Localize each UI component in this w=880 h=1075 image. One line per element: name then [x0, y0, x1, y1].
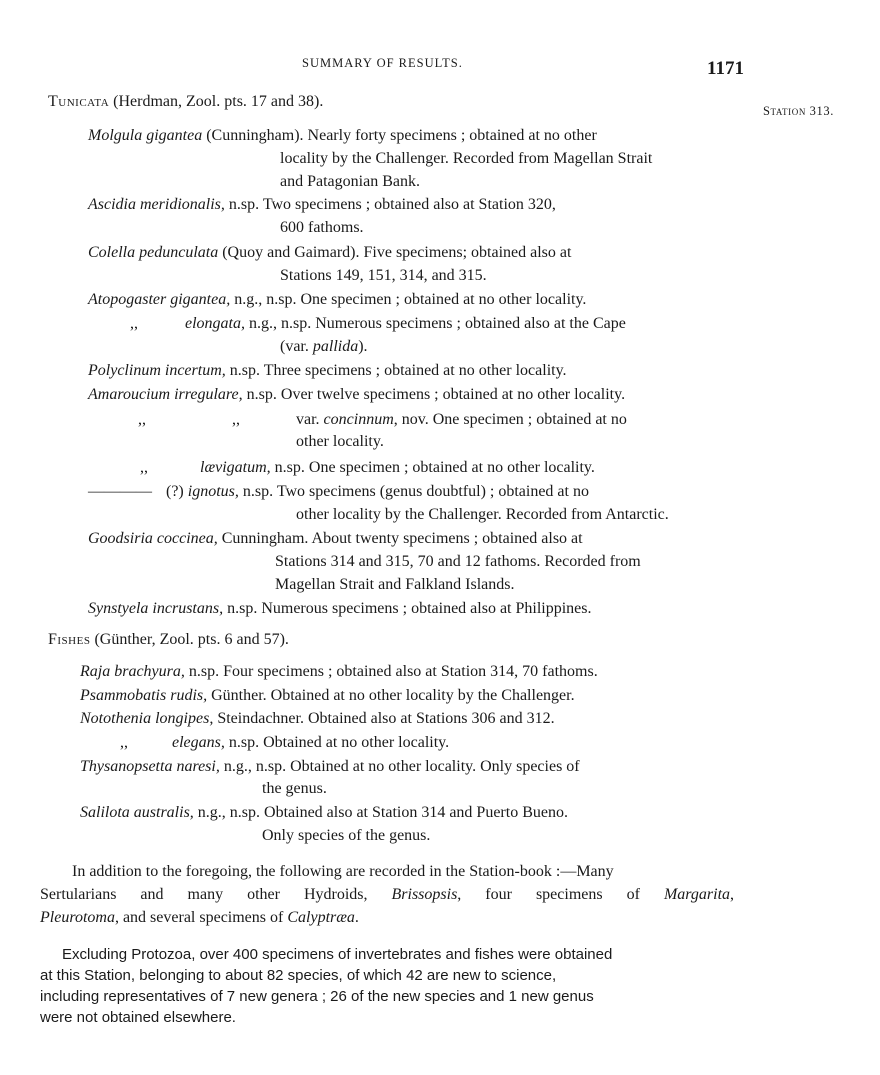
species-detail: n.sp. Numerous specimens ; obtained also at Philippines. [223, 600, 592, 617]
species-name: Raja brachyura, [80, 663, 185, 680]
species-detail: (Cunningham). Nearly forty specimens ; obtained at no other [202, 127, 597, 144]
species-detail: Günther. Obtained at no other locality by the Challenger. [207, 687, 575, 704]
species-name: Psammobatis rudis, [80, 687, 208, 704]
species-detail: n.sp. Two specimens ; obtained also at Station 320, [224, 196, 556, 213]
genus-name: Brissopsis [391, 886, 458, 903]
margin-station-note: Station 313. [763, 104, 834, 118]
species-name: Colella pedunculata [88, 244, 219, 261]
variety-detail: , nov. One specimen ; obtained at no [393, 411, 627, 428]
page-number: 1171 [707, 58, 744, 79]
species-detail: n.sp. Over twelve specimens ; obtained at no other locality. [242, 386, 626, 403]
species-name: Atopogaster gigantea, [88, 291, 231, 308]
summary-line: at this Station, belonging to about 82 species, of which 42 are new to science, [40, 967, 557, 984]
dash-mark: ———— [88, 483, 152, 500]
species-name: Thysanopsetta naresi, [80, 758, 220, 775]
species-name: Amaroucium irregulare, [88, 386, 243, 403]
fishes-group-name: Fishes [48, 631, 91, 648]
species-detail: n.g., n.sp. Obtained at no other locality. Only species of [219, 758, 580, 775]
species-entry [88, 361, 567, 381]
variety-name: pallida [312, 338, 359, 355]
species-entry [185, 314, 626, 334]
entry-continuation: other locality. [296, 433, 384, 450]
species-detail: n.sp. Obtained at no other locality. [224, 734, 450, 751]
summary-line: were not obtained elsewhere. [40, 1009, 236, 1026]
species-name: ignotus, [187, 483, 239, 500]
tunicata-group-name: Tunicata [48, 93, 110, 110]
ditto-mark: ,, [120, 734, 128, 751]
entry-continuation: the genus. [262, 780, 327, 797]
addition-text: , and several specimens of [114, 909, 288, 926]
species-name: Ascidia meridionalis, [88, 196, 225, 213]
species-detail: n.sp. Three specimens ; obtained at no other locality. [225, 362, 567, 379]
addition-text: , four specimens of [457, 886, 664, 903]
species-name: Molgula gigantea [88, 127, 203, 144]
addition-paragraph-line: In addition to the foregoing, the following are recorded in the Station-book :—Many [72, 863, 614, 880]
addition-paragraph-line [40, 885, 734, 905]
species-detail: n.g., n.sp. One specimen ; obtained at no other locality. [230, 291, 587, 308]
addition-text: . [354, 909, 359, 926]
variety-prefix: (var. [280, 338, 313, 355]
addition-paragraph-line [40, 908, 359, 928]
species-detail: n.g., n.sp. Numerous specimens ; obtained also at the Cape [245, 315, 626, 332]
species-entry [88, 126, 597, 146]
species-detail: n.g., n.sp. Obtained also at Station 314 and Puerto Bueno. [193, 804, 568, 821]
fishes-reference: (Günther, Zool. pts. 6 and 57). [90, 631, 289, 648]
genus-name: Pleurotoma [40, 909, 115, 926]
species-entry [80, 757, 580, 777]
species-name: Synstyela incrustans, [88, 600, 224, 617]
species-entry [166, 482, 589, 502]
entry-continuation: locality by the Challenger. Recorded from Magellan Strait [280, 150, 653, 167]
species-entry [80, 686, 575, 706]
variety-suffix: ). [358, 338, 368, 355]
entry-continuation: and Patagonian Bank. [280, 173, 420, 190]
fishes-heading [48, 630, 289, 650]
entry-continuation [280, 337, 368, 357]
species-detail: n.sp. Two specimens (genus doubtful) ; obtained at no [238, 483, 589, 500]
species-entry [88, 385, 625, 405]
species-name: elegans, [172, 734, 225, 751]
species-entry [80, 803, 568, 823]
species-detail: n.sp. One specimen ; obtained at no other locality. [270, 459, 595, 476]
uncertain-mark: (?) [166, 483, 188, 500]
ditto-mark: ,, [138, 411, 146, 428]
species-entry [200, 458, 595, 478]
entry-continuation: other locality by the Challenger. Recorded from Antarctic. [296, 506, 669, 523]
variety-entry [296, 410, 627, 430]
species-entry [88, 529, 583, 549]
species-detail: Cunningham. About twenty specimens ; obtained also at [217, 530, 583, 547]
genus-name: Calyptræa [287, 909, 355, 926]
running-title: SUMMARY OF RESULTS. [302, 56, 463, 70]
species-name: Notothenia longipes, [80, 710, 214, 727]
species-entry [88, 243, 571, 263]
entry-continuation: Stations 314 and 315, 70 and 12 fathoms. Recorded from [275, 553, 641, 570]
entry-continuation: Only species of the genus. [262, 827, 431, 844]
species-name: Polyclinum incertum, [88, 362, 226, 379]
species-entry [80, 662, 598, 682]
species-name: lævigatum, [200, 459, 271, 476]
species-detail: (Quoy and Gaimard). Five specimens; obtained also at [218, 244, 572, 261]
species-entry [88, 290, 586, 310]
entry-continuation: 600 fathoms. [280, 219, 364, 236]
species-entry [88, 195, 556, 215]
species-detail: n.sp. Four specimens ; obtained also at Station 314, 70 fathoms. [184, 663, 598, 680]
ditto-mark: ,, [232, 411, 240, 428]
species-name: Salilota australis, [80, 804, 194, 821]
addition-text: Sertularians and many other Hydroids, [40, 886, 392, 903]
entry-continuation: Magellan Strait and Falkland Islands. [275, 576, 515, 593]
variety-name: concinnum [323, 411, 394, 428]
ditto-mark: ,, [140, 459, 148, 476]
ditto-mark: ,, [130, 315, 138, 332]
addition-text: , [730, 886, 735, 903]
genus-name: Margarita [663, 886, 731, 903]
tunicata-reference: (Herdman, Zool. pts. 17 and 38). [109, 93, 324, 110]
species-entry [80, 709, 555, 729]
tunicata-heading [48, 92, 323, 112]
summary-line: Excluding Protozoa, over 400 specimens of invertebrates and fishes were obtained [62, 946, 613, 963]
entry-continuation: Stations 149, 151, 314, and 315. [280, 267, 487, 284]
variety-prefix: var. [296, 411, 324, 428]
species-name: elongata, [185, 315, 245, 332]
species-name: Goodsiria coccinea, [88, 530, 218, 547]
species-detail: Steindachner. Obtained also at Stations 306 and 312. [213, 710, 555, 727]
species-entry [88, 599, 592, 619]
summary-line: including representatives of 7 new genera ; 26 of the new species and 1 new genus [40, 988, 594, 1005]
species-entry [172, 733, 449, 753]
